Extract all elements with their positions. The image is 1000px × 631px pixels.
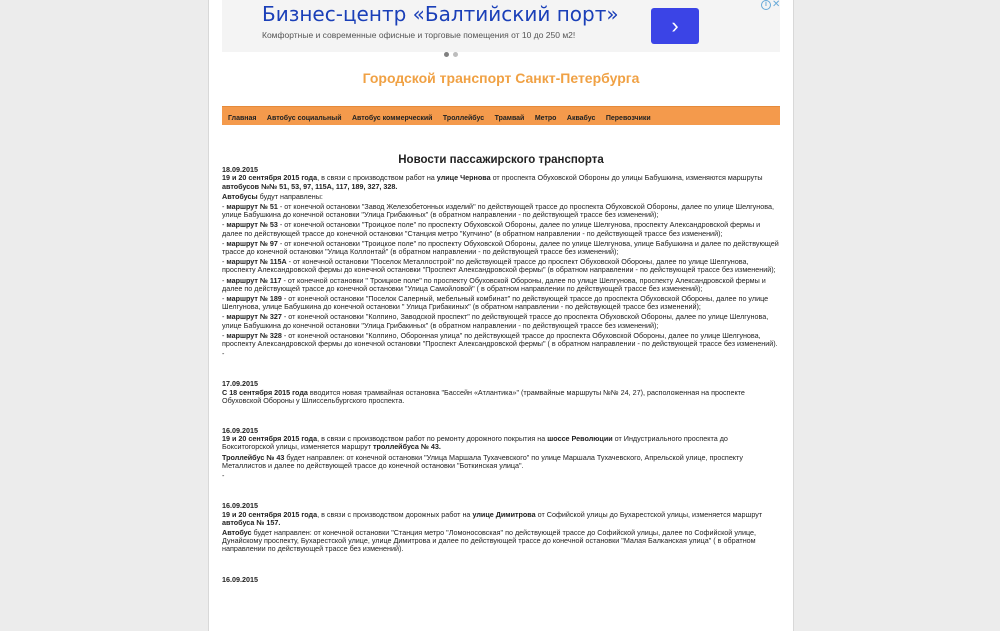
text: , в связи с производством дорожных работ на: [317, 509, 473, 519]
news-paragraph: [222, 203, 780, 219]
bold-text: маршрут № 327: [226, 312, 282, 322]
bold-text: маршрут № 117: [226, 275, 282, 285]
news-item: [222, 502, 780, 553]
news-item: [222, 427, 780, 480]
news-paragraph: [222, 511, 780, 527]
text: -: [222, 471, 225, 481]
nav-item-social-bus[interactable]: Автобус социальный: [266, 115, 342, 122]
news-paragraph: [222, 174, 780, 190]
bold-text: 19 и 20 сентября 2015 года: [222, 434, 318, 444]
text: -: [222, 312, 227, 322]
news-item: [222, 166, 780, 358]
info-icon[interactable]: i: [761, 0, 771, 10]
news-content: [222, 156, 780, 606]
bold-text: шоссе Революции: [547, 434, 613, 444]
ad-carousel-dots: [444, 44, 462, 62]
bold-text: улице Чернова: [436, 173, 491, 183]
text: -: [222, 330, 227, 340]
text: -: [222, 238, 227, 248]
news-paragraph: [222, 332, 780, 348]
bold-text: 19 и 20 сентября 2015 года: [222, 173, 318, 183]
news-paragraph: [222, 193, 780, 201]
news-item: [222, 380, 780, 405]
close-icon[interactable]: ✕: [772, 0, 781, 10]
text: -: [222, 257, 227, 267]
nav-item-trolleybus[interactable]: Троллейбус: [442, 115, 485, 122]
news-date: 16.09.2015: [222, 426, 258, 436]
carousel-dot[interactable]: [453, 52, 458, 57]
news-paragraph: [222, 435, 780, 451]
text: -: [222, 220, 227, 230]
text: от Софийской улицы до Бухарестской улицы, изменяется маршрут: [535, 509, 763, 519]
text: - от конечной остановки "Троицкое поле" по проспекту Обуховской Обороны, далее по улице Шелгунова, проспекту Александровской фермы и далее по действующей трассе до конечной остановки "Станция метро "Купчино" (в обратном направлении - по действующей трассе без изменений);: [222, 220, 761, 238]
news-paragraph: [222, 313, 780, 329]
bold-text: маршрут № 115А: [226, 257, 287, 267]
site-title: Городской транспорт Санкт-Петербурга: [362, 70, 640, 86]
news-date: 16.09.2015: [222, 501, 258, 511]
page-container: [208, 0, 794, 631]
bold-text: автобуса № 157.: [222, 517, 281, 527]
bold-text: 19 и 20 сентября 2015 года: [222, 509, 318, 519]
nav-item-metro[interactable]: Метро: [534, 115, 557, 122]
news-list: [222, 166, 780, 584]
text: от проспекта Обуховской Обороны до улицы Бабушкина, изменяются маршруты: [490, 173, 763, 183]
news-paragraph: [222, 529, 780, 554]
ad-banner[interactable]: [222, 0, 780, 52]
bold-text: Автобусы: [222, 191, 258, 201]
news-date: 18.09.2015: [222, 165, 258, 175]
news-paragraph: [222, 454, 780, 470]
chevron-right-icon: ›: [671, 13, 679, 38]
text: - от конечной остановки "Завод Железобетонных изделий" по действующей трассе до проспекта Обуховской Обороны, далее по улице Шелгунова, улице Бабушкина до конечной остановки "Улица Грибакиных" (в обратном направлении - по действующей трассе без изменений);: [222, 202, 774, 220]
news-paragraph: [222, 389, 780, 405]
news-paragraph: [222, 221, 780, 237]
nav-item-carriers[interactable]: Перевозчики: [605, 115, 651, 122]
bold-text: маршрут № 189: [226, 294, 282, 304]
news-item: [222, 576, 780, 584]
text: - от конечной остановки "Поселок Металлострой" по действующей трассе до проспект Обуховской Обороны, далее по улице Шелгунова, проспекту Александровской фермы до конечной остановки "Проспект Александровской фермы" (в обратном направлении - по действующей трассе без изменений);: [222, 257, 776, 275]
bold-text: маршрут № 97: [226, 238, 278, 248]
text: -: [222, 202, 227, 212]
text: будет направлен: от конечной остановки "Улица Маршала Тухачевского" по улице Маршала Тухачевского, Апрельской улице, проспекту Металлистов и далее по действующей трассе до конечной остановки "Боткинская улица".: [222, 452, 744, 470]
bold-text: С 18 сентября 2015 года: [222, 387, 308, 397]
text: - от конечной остановки " Троицкое поле" по проспекту Обуховской Обороны, далее по улице Шелгунова, проспекту Александровской фермы и далее по действующей трассе до конечной остановки "Улица Самойловой" ( в обратном направлении по действующей трассе без изменений);: [222, 275, 766, 293]
news-paragraph: [222, 350, 780, 358]
text: -: [222, 349, 225, 359]
carousel-dot[interactable]: [444, 52, 449, 57]
text: - от конечной остановки "Поселок Саперный, мебельный комбинат" по действующей трассе до проспекта Обуховской Обороны, далее по улице Шелгунова, улице Бабушкина до конечной остановки " Улица Грибакиных" (в обратном направлении - по действующей трассе без изменений);: [222, 294, 769, 312]
news-paragraph: [222, 240, 780, 256]
main-nav: [222, 106, 780, 125]
text: будут направлены:: [257, 191, 323, 201]
text: -: [222, 294, 227, 304]
bold-text: улице Димитрова: [472, 509, 536, 519]
news-paragraph: [222, 277, 780, 293]
news-paragraph: [222, 295, 780, 311]
nav-item-tram[interactable]: Трамвай: [494, 115, 525, 122]
ad-open-button[interactable]: [651, 8, 699, 44]
bold-text: маршрут № 328: [226, 330, 282, 340]
bold-text: маршрут № 53: [226, 220, 278, 230]
bold-text: Троллейбус № 43: [222, 452, 285, 462]
text: , в связи с производством работ на: [317, 173, 437, 183]
news-heading: Новости пассажирского транспорта: [398, 154, 604, 166]
news-paragraph: [222, 258, 780, 274]
text: от Индустриального проспекта до Бокситогорской улицы, изменяется маршрут: [222, 434, 728, 452]
bold-text: Автобус: [222, 527, 252, 537]
text: будет направлен: от конечной остановки "Станция метро "Ломоносовская" по действующей трассе до Софийской улицы, далее по Софийской улице, Дунайскому проспекту, Бухарестской улице, улице Димитрова и далее по действующей трассе до конечной остановки "Малая Балканская улица" ( в обратном направлении по действующей трассе без изменений).: [222, 527, 756, 554]
nav-item-aquabus[interactable]: Аквабус: [566, 115, 596, 122]
bold-text: маршрут № 51: [226, 202, 278, 212]
ad-subtitle[interactable]: Комфортные и современные офисные и торговые помещения от 10 до 250 м2!: [262, 30, 576, 40]
ad-title[interactable]: Бизнес-центр «Балтийский порт»: [262, 2, 619, 26]
news-date: 16.09.2015: [222, 574, 258, 584]
text: - от конечной остановки "Колпино, Оборонная улица" по действующей трассе до проспекта Обуховской Обороны, далее по улице Шелгунова, проспекту Александровской фермы до конечной остановки "Проспект Александровской фермы" ( в обратном направлении - по действующей трассе без изменений).: [222, 330, 778, 349]
text: -: [222, 275, 227, 285]
text: - от конечной остановки "Колпино, Заводской проспект" по действующей трассе до проспекта Обуховской Обороны, далее по улице Шелгунова, улице Бабушкина до конечной остановки "Улица Грибакиных" (в обратном направлении - по действующей трассе без изменений);: [222, 312, 769, 330]
text: вводится новая трамвайная остановка "Бассейн «Атлантика»" (трамвайные маршруты №№ 24, 27), расположенная на проспекте Обуховской Обороны у Шлиссельбургского проспекта.: [222, 387, 745, 405]
text: , в связи с производством работ по ремонту дорожного покрытия на: [317, 434, 548, 444]
text: - от конечной остановки "Троицкое поле" по проспекту Обуховской Обороны, далее по улице Шелгунова, улице Бабушкина и далее по действующей трассе до конечной остановки "Улица Коллонтай" (в обратном направлении - по действующей трассе без изменений);: [222, 238, 779, 257]
bold-text: троллейбуса № 43.: [373, 442, 441, 452]
nav-item-home[interactable]: Главная: [228, 115, 257, 122]
nav-item-commercial-bus[interactable]: Автобус коммерческий: [351, 115, 433, 122]
bold-text: автобусов №№ 51, 53, 97, 115А, 117, 189, 327, 328.: [222, 181, 398, 191]
news-date: 17.09.2015: [222, 379, 258, 389]
news-paragraph: [222, 472, 780, 480]
